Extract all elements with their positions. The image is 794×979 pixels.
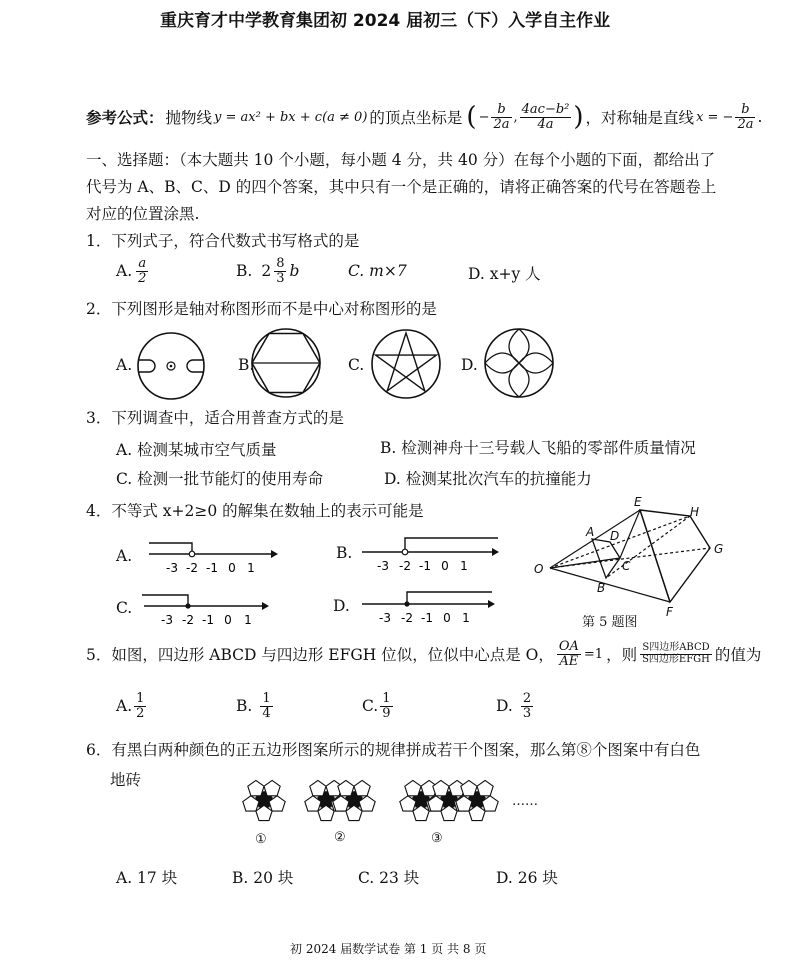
section-line-3: 对应的位置涂黑.	[86, 205, 200, 223]
q4a-tick-labels	[166, 561, 255, 575]
q5-figure-caption: 第 5 题图	[582, 615, 638, 630]
q4-number-line-a	[145, 536, 275, 576]
svg-text:-2: -2	[182, 613, 194, 627]
white-tile	[318, 805, 334, 820]
q4-label-d: D.	[333, 597, 350, 615]
point-label-o: O	[534, 562, 544, 576]
q3-option-a: A. 检测某城市空气质量	[116, 441, 277, 459]
svg-text:-2: -2	[401, 611, 413, 625]
svg-text:1: 1	[247, 561, 255, 575]
q5-option-d: D. $\frac{2}{3}$	[496, 691, 532, 721]
q1-option-a: A. $\frac{a}{2}$	[116, 256, 147, 286]
reference-formula: 参考公式： 抛物线 y = ax² + bx + c(a ≠ 0) 的顶点坐标是 ( − $\frac{b}{2a}$ , $\frac{\text{4ac−b²}}{4a}$ ) ，对称轴是直线 x = − $\frac{b}{2a}$ .	[86, 101, 763, 132]
white-tile	[413, 805, 429, 820]
svg-text:0: 0	[224, 613, 232, 627]
point-label-e: E	[634, 495, 642, 509]
q6-label-3: ③	[431, 831, 443, 846]
q6-pattern-figure	[236, 778, 536, 840]
svg-text:-3: -3	[161, 613, 173, 627]
svg-text:0: 0	[441, 559, 449, 573]
formula-equation: y = ax² + bx + c(a ≠ 0)	[214, 109, 368, 125]
formula-text-3: ，对称轴是直线	[585, 109, 695, 127]
svg-text:-1: -1	[421, 611, 433, 625]
white-tile	[264, 780, 280, 795]
svg-text:0: 0	[443, 611, 451, 625]
white-tile	[405, 780, 421, 795]
point-label-g: G	[714, 542, 724, 556]
point-label-f: F	[666, 605, 673, 619]
q6-label-2: ②	[334, 830, 346, 845]
q6-option-b: B. 20 块	[232, 869, 294, 887]
svg-text:-1: -1	[419, 559, 431, 573]
svg-text:-3: -3	[166, 561, 178, 575]
q4-number-line-c	[140, 588, 275, 628]
q4-number-line-b	[360, 534, 500, 574]
q4-label-b: B.	[336, 544, 353, 562]
q2-figure-d	[483, 327, 555, 399]
point-label-c: C	[622, 559, 631, 573]
svg-text:1: 1	[462, 611, 470, 625]
q6-ellipsis: ……	[512, 794, 538, 809]
q1-option-d: D. x+y 人	[468, 265, 541, 283]
q4b-tick-labels	[377, 559, 468, 573]
white-tile	[477, 780, 493, 795]
svg-text:-2: -2	[186, 561, 198, 575]
q5-option-b: B. $\frac{1}{4}$	[236, 691, 271, 721]
q4d-tick-labels	[379, 611, 470, 625]
q2-label-c: C.	[348, 356, 365, 374]
q6-stem: 6．有黑白两种颜色的正五边形图案所示的规律拼成若干个图案，那么第⑧个图案中有白色	[86, 741, 701, 759]
white-tile	[338, 780, 354, 795]
svg-text:-2: -2	[399, 559, 411, 573]
svg-text:-1: -1	[202, 613, 214, 627]
q6-option-a: A. 17 块	[116, 869, 178, 887]
svg-text:-1: -1	[206, 561, 218, 575]
q5-stem: 5．如图，四边形 ABCD 与四边形 EFGH 位似，位似中心点是 O， $\frac{OA}{AE}$ =1 ，则 $\frac{\text{S四边形ABCD}}{\text{S四边形EFGH}}$ 的值为	[86, 639, 762, 669]
formula-label: 参考公式：	[86, 108, 164, 127]
q6-option-d: D. 26 块	[496, 869, 558, 887]
q6-option-c: C. 23 块	[358, 869, 420, 887]
section-line-2: 代号为 A、B、C、D 的四个答案，其中只有一个是正确的，请将正确答案的代号在答题卷上	[86, 178, 717, 196]
section-line-1: 一、选择题：（本大题共 10 个小题，每小题 4 分，共 40 分）在每个小题的下面，都给出了	[86, 151, 716, 169]
white-tile	[469, 805, 485, 820]
svg-text:0: 0	[228, 561, 236, 575]
svg-text:1: 1	[244, 613, 252, 627]
q4-label-c: C.	[116, 599, 133, 617]
svg-text:-3: -3	[377, 559, 389, 573]
white-tile	[461, 780, 477, 795]
white-tile	[441, 805, 457, 820]
q2-figure-b	[250, 327, 322, 399]
axis-fraction: $\frac{b}{2a}$	[737, 101, 754, 132]
point-label-d: D	[610, 529, 620, 543]
q1-stem: 1．下列式子，符合代数式书写格式的是	[86, 232, 360, 250]
q2-figure-c	[370, 328, 442, 400]
white-tile	[433, 780, 449, 795]
q5-option-c: C. $\frac{1}{9}$	[362, 691, 391, 721]
q4-label-a: A.	[116, 547, 133, 565]
q3-option-b: B. 检测神舟十三号载人飞船的零部件质量情况	[380, 439, 696, 457]
formula-text-2: 的顶点坐标是	[369, 109, 463, 127]
q2-figure-a	[135, 330, 207, 402]
svg-text:-3: -3	[379, 611, 391, 625]
point-label-a: A	[586, 525, 595, 539]
page-footer: 初 2024 届数学试卷 第 1 页 共 8 页	[290, 942, 487, 956]
q3-option-c: C. 检测一批节能灯的使用寿命	[116, 470, 324, 488]
q2-label-b: B.	[238, 356, 255, 374]
q4-stem: 4．不等式 x+2≥0 的解集在数轴上的表示可能是	[86, 502, 424, 520]
white-tile	[310, 780, 326, 795]
white-tile	[256, 805, 272, 820]
right-paren: )	[573, 102, 584, 132]
white-tile	[346, 805, 362, 820]
q3-stem: 3．下列调查中，适合用普查方式的是	[86, 409, 344, 427]
q6-label-1: ①	[255, 832, 267, 847]
white-tile	[248, 780, 264, 795]
q5-option-a: A. $\frac{1}{2}$	[116, 691, 145, 721]
q3-option-d: D. 检测某批次汽车的抗撞能力	[384, 470, 592, 488]
formula-text-1: 抛物线	[165, 109, 213, 127]
vertex-y-fraction: $\frac{\text{4ac−b²}}{4a}$	[521, 101, 570, 132]
point-label-h: H	[690, 505, 700, 519]
q1-option-b: B. 2 $\frac{8}{3}$ b	[236, 256, 300, 286]
page-title: 重庆育才中学教育集团初 2024 届初三（下）入学自主作业	[160, 11, 611, 31]
svg-text:1: 1	[460, 559, 468, 573]
q2-label-a: A.	[116, 356, 133, 374]
point-label-b: B	[597, 581, 606, 595]
white-tile	[354, 780, 370, 795]
q2-label-d: D.	[461, 356, 478, 374]
formula-end: .	[757, 108, 763, 126]
left-paren: (	[466, 102, 477, 132]
q4-number-line-d	[360, 586, 500, 626]
q6-stem-2: 地砖	[110, 771, 142, 789]
axis-lhs: x = −	[696, 109, 734, 125]
vertex-x-fraction: $\frac{b}{2a}$	[493, 101, 510, 132]
q4c-tick-labels	[161, 613, 252, 627]
q1-option-c: C. m×7	[348, 262, 407, 280]
q2-stem: 2．下列图形是轴对称图形而不是中心对称图形的是	[86, 300, 437, 318]
